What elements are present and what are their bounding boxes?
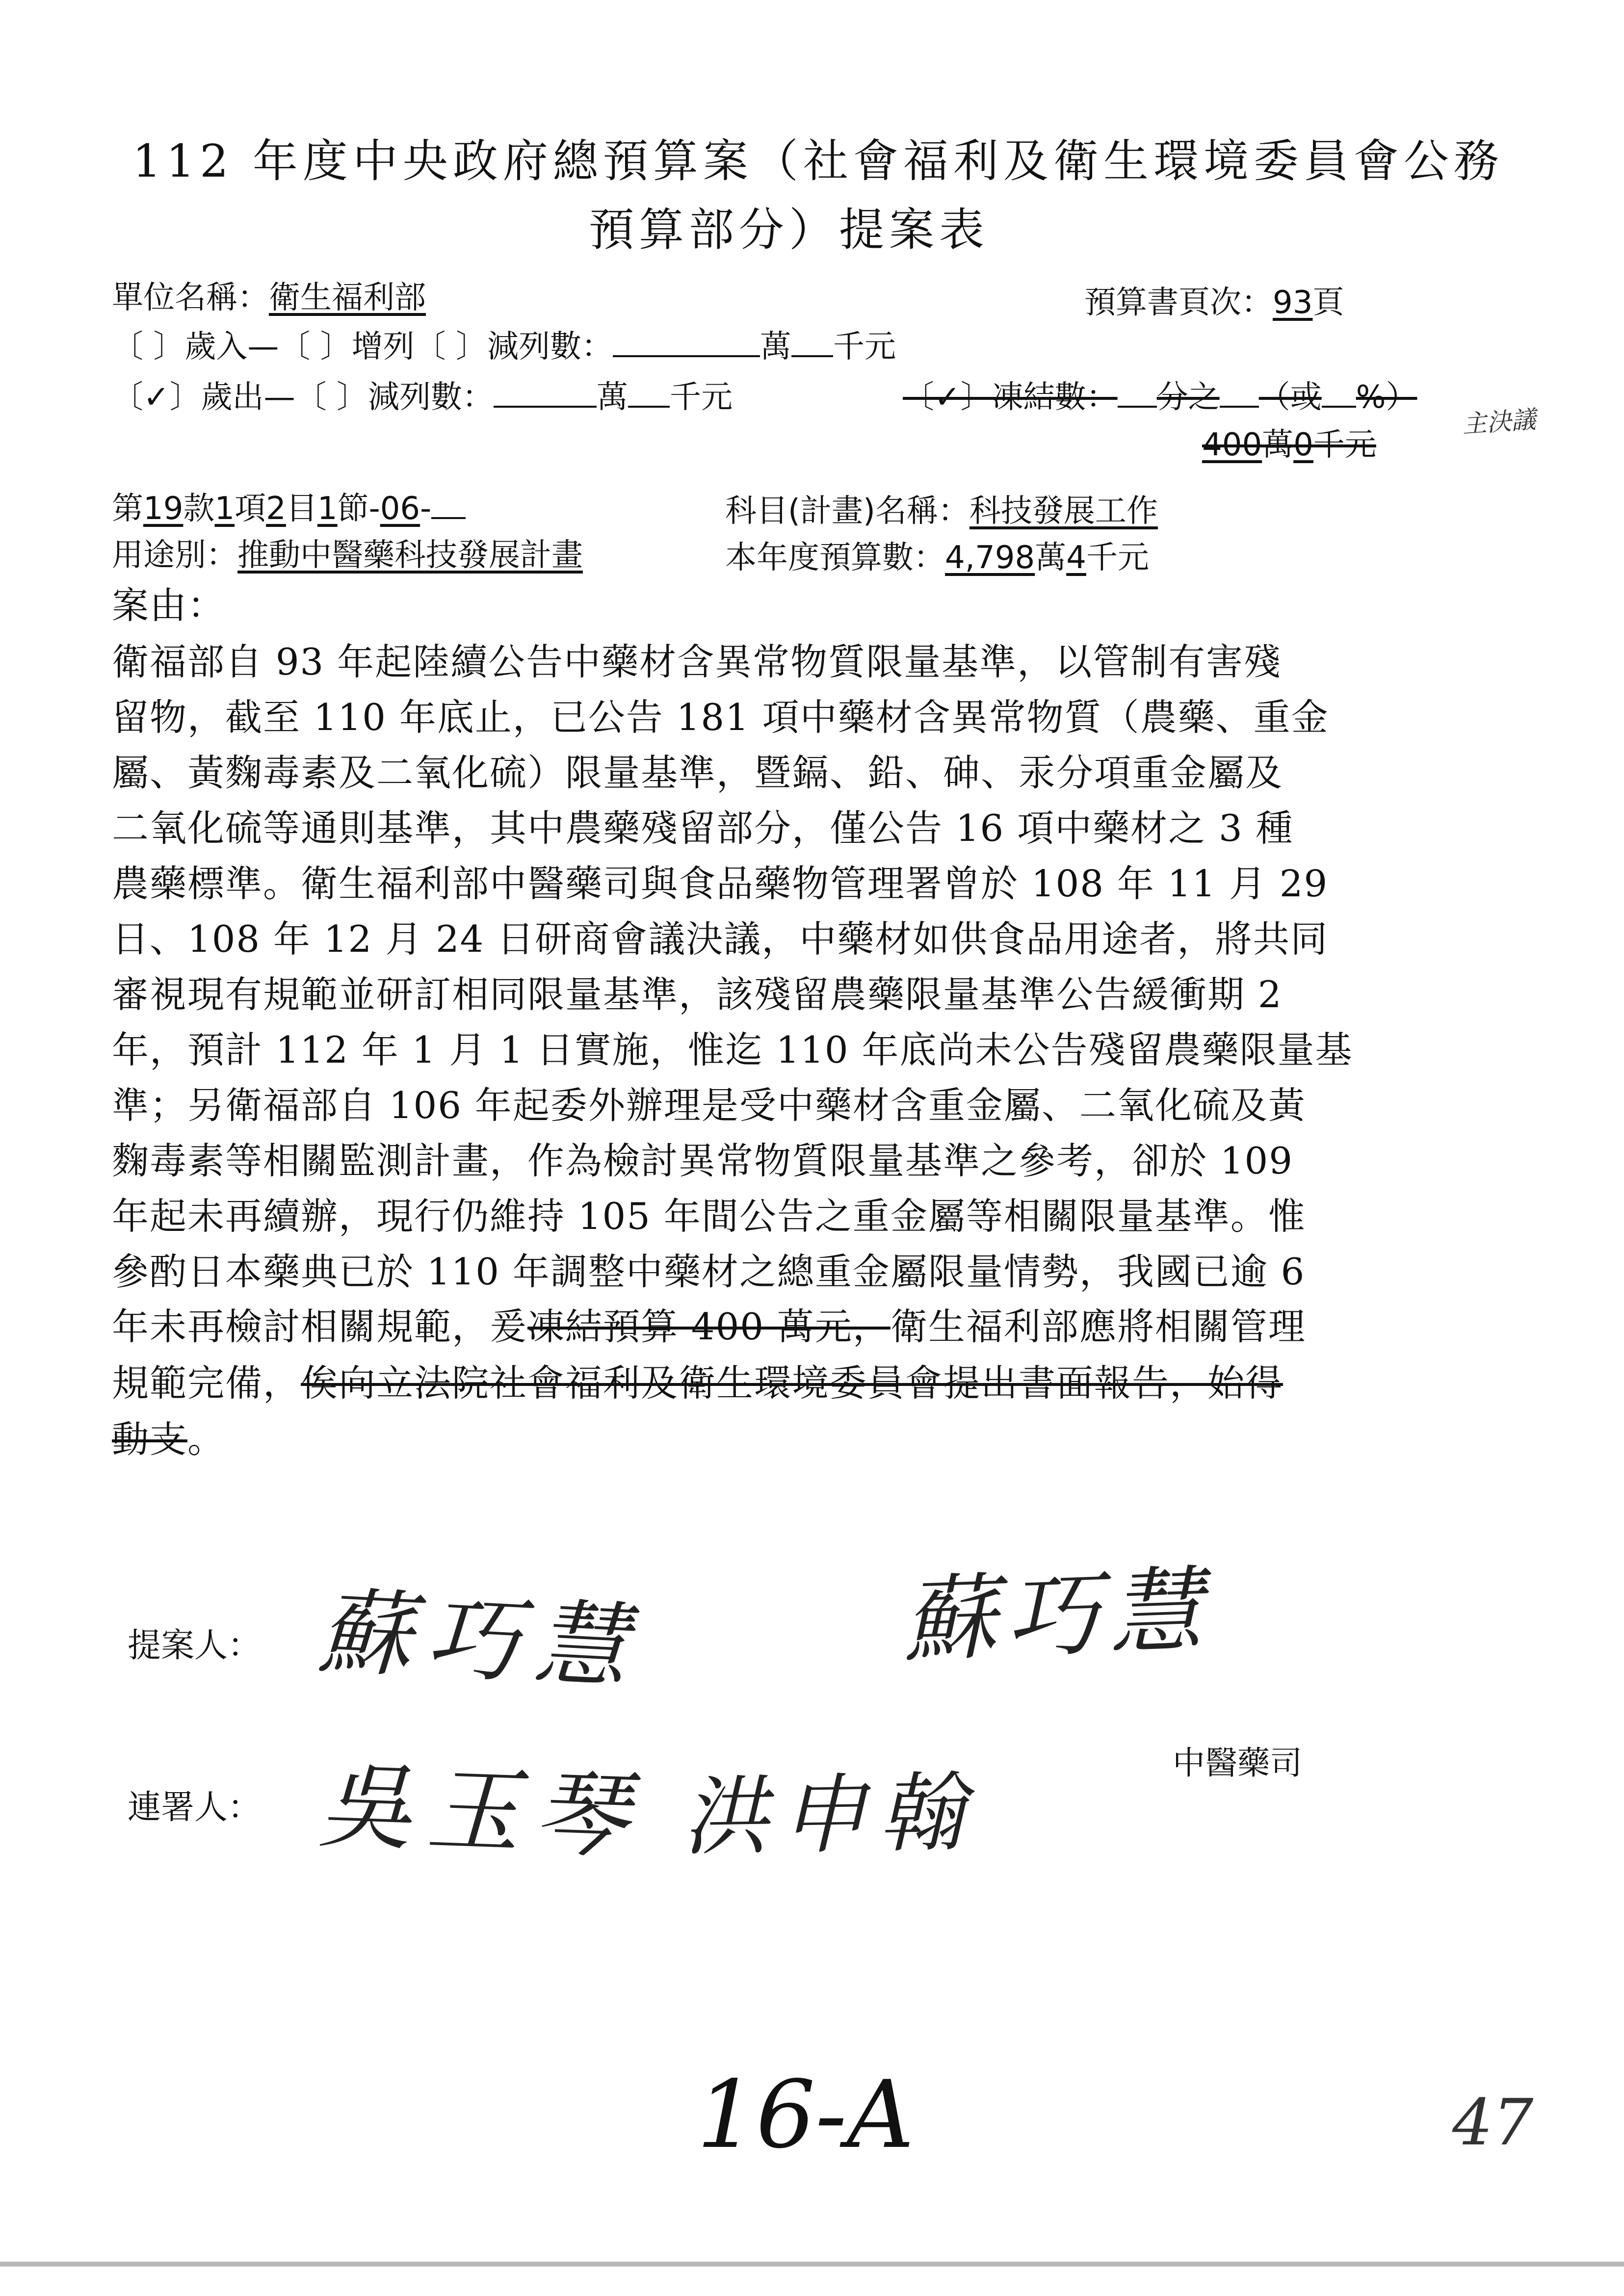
reason-line: 日、108 年 12 月 24 日研商會議決議，中藥材如供食品用途者，將共同 [112, 917, 1329, 961]
expense-qian-blank [628, 406, 670, 408]
struck-freeze-text: 凍結預算 400 萬元， [527, 1305, 891, 1348]
handwritten-note: 主決議 [1461, 405, 1537, 439]
unit-label: 單位名稱： [112, 280, 269, 316]
scan-edge-line [0, 2262, 1624, 2267]
reason-heading: 案由： [112, 584, 226, 627]
reason-line: 二氧化硫等通則基準，其中農藥殘留部分，僅公告 16 項中藥材之 3 種 [112, 807, 1294, 850]
proposer-signature-1: 蘇巧慧 [315, 1577, 645, 1703]
budget-row: 本年度預算數：4,798萬4千元 [725, 540, 1149, 576]
cosigner-signature-2: 洪申翰 [681, 1763, 977, 1868]
struck-disburse-text: 動支 [112, 1418, 188, 1461]
footer-page: 47 [1452, 2085, 1534, 2160]
purpose-row [112, 530, 583, 575]
budget-label: 本年度預算數： [725, 540, 945, 576]
subject-name: 科技發展工作 [969, 493, 1158, 529]
reason-line: 留物，截至 110 年底止，已公告 181 項中藥材含異常物質（農藥、重金 [112, 696, 1329, 739]
classification-row: 第19款1項2目1節-06- [112, 483, 466, 528]
freeze-amount-wan: 400 [1202, 427, 1262, 463]
reason-line: 準；另衛福部自 106 年起委外辦理是受中藥材含重金屬、二氧化硫及黃 [112, 1084, 1306, 1127]
reason-line-13: 年未再檢討相關規範，爰凍結預算 400 萬元，衛生福利部應將相關管理 [112, 1305, 1306, 1348]
reason-line: 年，預計 112 年 1 月 1 日實施，惟迄 110 年底尚未公告殘留農藥限量基 [112, 1028, 1353, 1071]
page-label: 預算書頁次： [1084, 285, 1273, 321]
kuan-number: 19 [143, 491, 183, 527]
income-qian-unit: 千元 [833, 329, 896, 365]
cosigner-signature-1: 吳玉琴 [316, 1751, 645, 1872]
subject-label: 科目(計畫)名稱： [725, 493, 969, 529]
reason-line: 參酌日本藥典已於 110 年調整中藥材之總重金屬限量情勢，我國已逾 6 [112, 1250, 1306, 1293]
subject-row [725, 486, 1158, 531]
expense-wan-blank [494, 406, 597, 408]
page-unit: 頁 [1312, 285, 1344, 321]
expense-wan-unit: 萬 [596, 379, 628, 416]
page-ref [1084, 277, 1344, 322]
reason-line: 農藥標準。衛生福利部中醫藥司與食品藥物管理署曾於 108 年 11 月 29 [112, 862, 1329, 905]
proposer-signature-2: 蘇巧慧 [901, 1556, 1214, 1675]
proposer-label: 提案人： [128, 1626, 262, 1665]
reason-line: 衛福部自 93 年起陸續公告中藥材含異常物質限量基準，以管制有害殘 [112, 640, 1282, 683]
jie-number: 1 [317, 491, 338, 527]
income-wan-unit: 萬 [760, 329, 792, 365]
reason-line: 年起未再續辦，現行仍維持 105 年間公告之重金屬等相關限量基準。惟 [112, 1195, 1306, 1238]
freeze-or: （或 [1258, 379, 1322, 416]
expense-row [112, 372, 733, 417]
freeze-fraction: 分之 [1156, 379, 1220, 416]
unit-row [112, 272, 426, 317]
page-number: 93 [1273, 285, 1313, 321]
reason-line: 麴毒素等相關監測計畫，作為檢討異常物質限量基準之參考，卻於 109 [112, 1139, 1293, 1182]
income-qian-blank [791, 355, 833, 357]
income-row [112, 321, 896, 366]
reason-line-14: 規範完備，俟向立法院社會福利及衛生環境委員會提出書面報告，始得 [112, 1361, 1283, 1405]
freeze-amount-struck: 400萬0千元 [1202, 427, 1376, 463]
expense-options: 〔✓〕歲出—〔 〕減列數： [112, 379, 494, 416]
expense-qian-unit: 千元 [669, 379, 733, 416]
footer-code: 16-A [697, 2061, 915, 2169]
reason-line-15: 動支。 [112, 1418, 226, 1461]
form-title-line-2: 預算部分）提案表 [589, 204, 990, 256]
unit-name: 衛生福利部 [269, 280, 426, 316]
xiang-number: 1 [214, 491, 235, 527]
cosigner-label: 連署人： [128, 1788, 262, 1827]
freeze-label: 〔✓〕凍結數： [903, 379, 1118, 416]
department-name: 中醫藥司 [1173, 1744, 1302, 1782]
income-wan-blank [613, 355, 760, 357]
budget-wan: 4,798 [945, 540, 1035, 576]
struck-report-text: 俟向立法院社會福利及衛生環境委員會提出書面報告，始得 [301, 1361, 1283, 1405]
freeze-row-struck [903, 372, 1417, 417]
freeze-amount-qian: 0 [1293, 427, 1313, 463]
reason-line: 屬、黃麴毒素及二氧化硫）限量基準，暨鎘、鉛、砷、汞分項重金屬及 [112, 751, 1283, 794]
budget-qian: 4 [1066, 540, 1086, 576]
reason-line: 審視現有規範並研訂相同限量基準，該殘留農藥限量基準公告緩衝期 2 [112, 973, 1283, 1016]
mu-number: 2 [266, 491, 286, 527]
purpose-label: 用途別： [112, 537, 237, 574]
income-options: 〔 〕歲入—〔 〕增列〔 〕減列數： [112, 329, 613, 365]
freeze-percent: %） [1356, 379, 1417, 416]
form-title-line-1: 112 年度中央政府總預算案（社會福利及衛生環境委員會公務 [132, 135, 1504, 187]
item-code: 06 [380, 491, 420, 527]
purpose-name: 推動中醫藥科技發展計畫 [237, 537, 583, 574]
